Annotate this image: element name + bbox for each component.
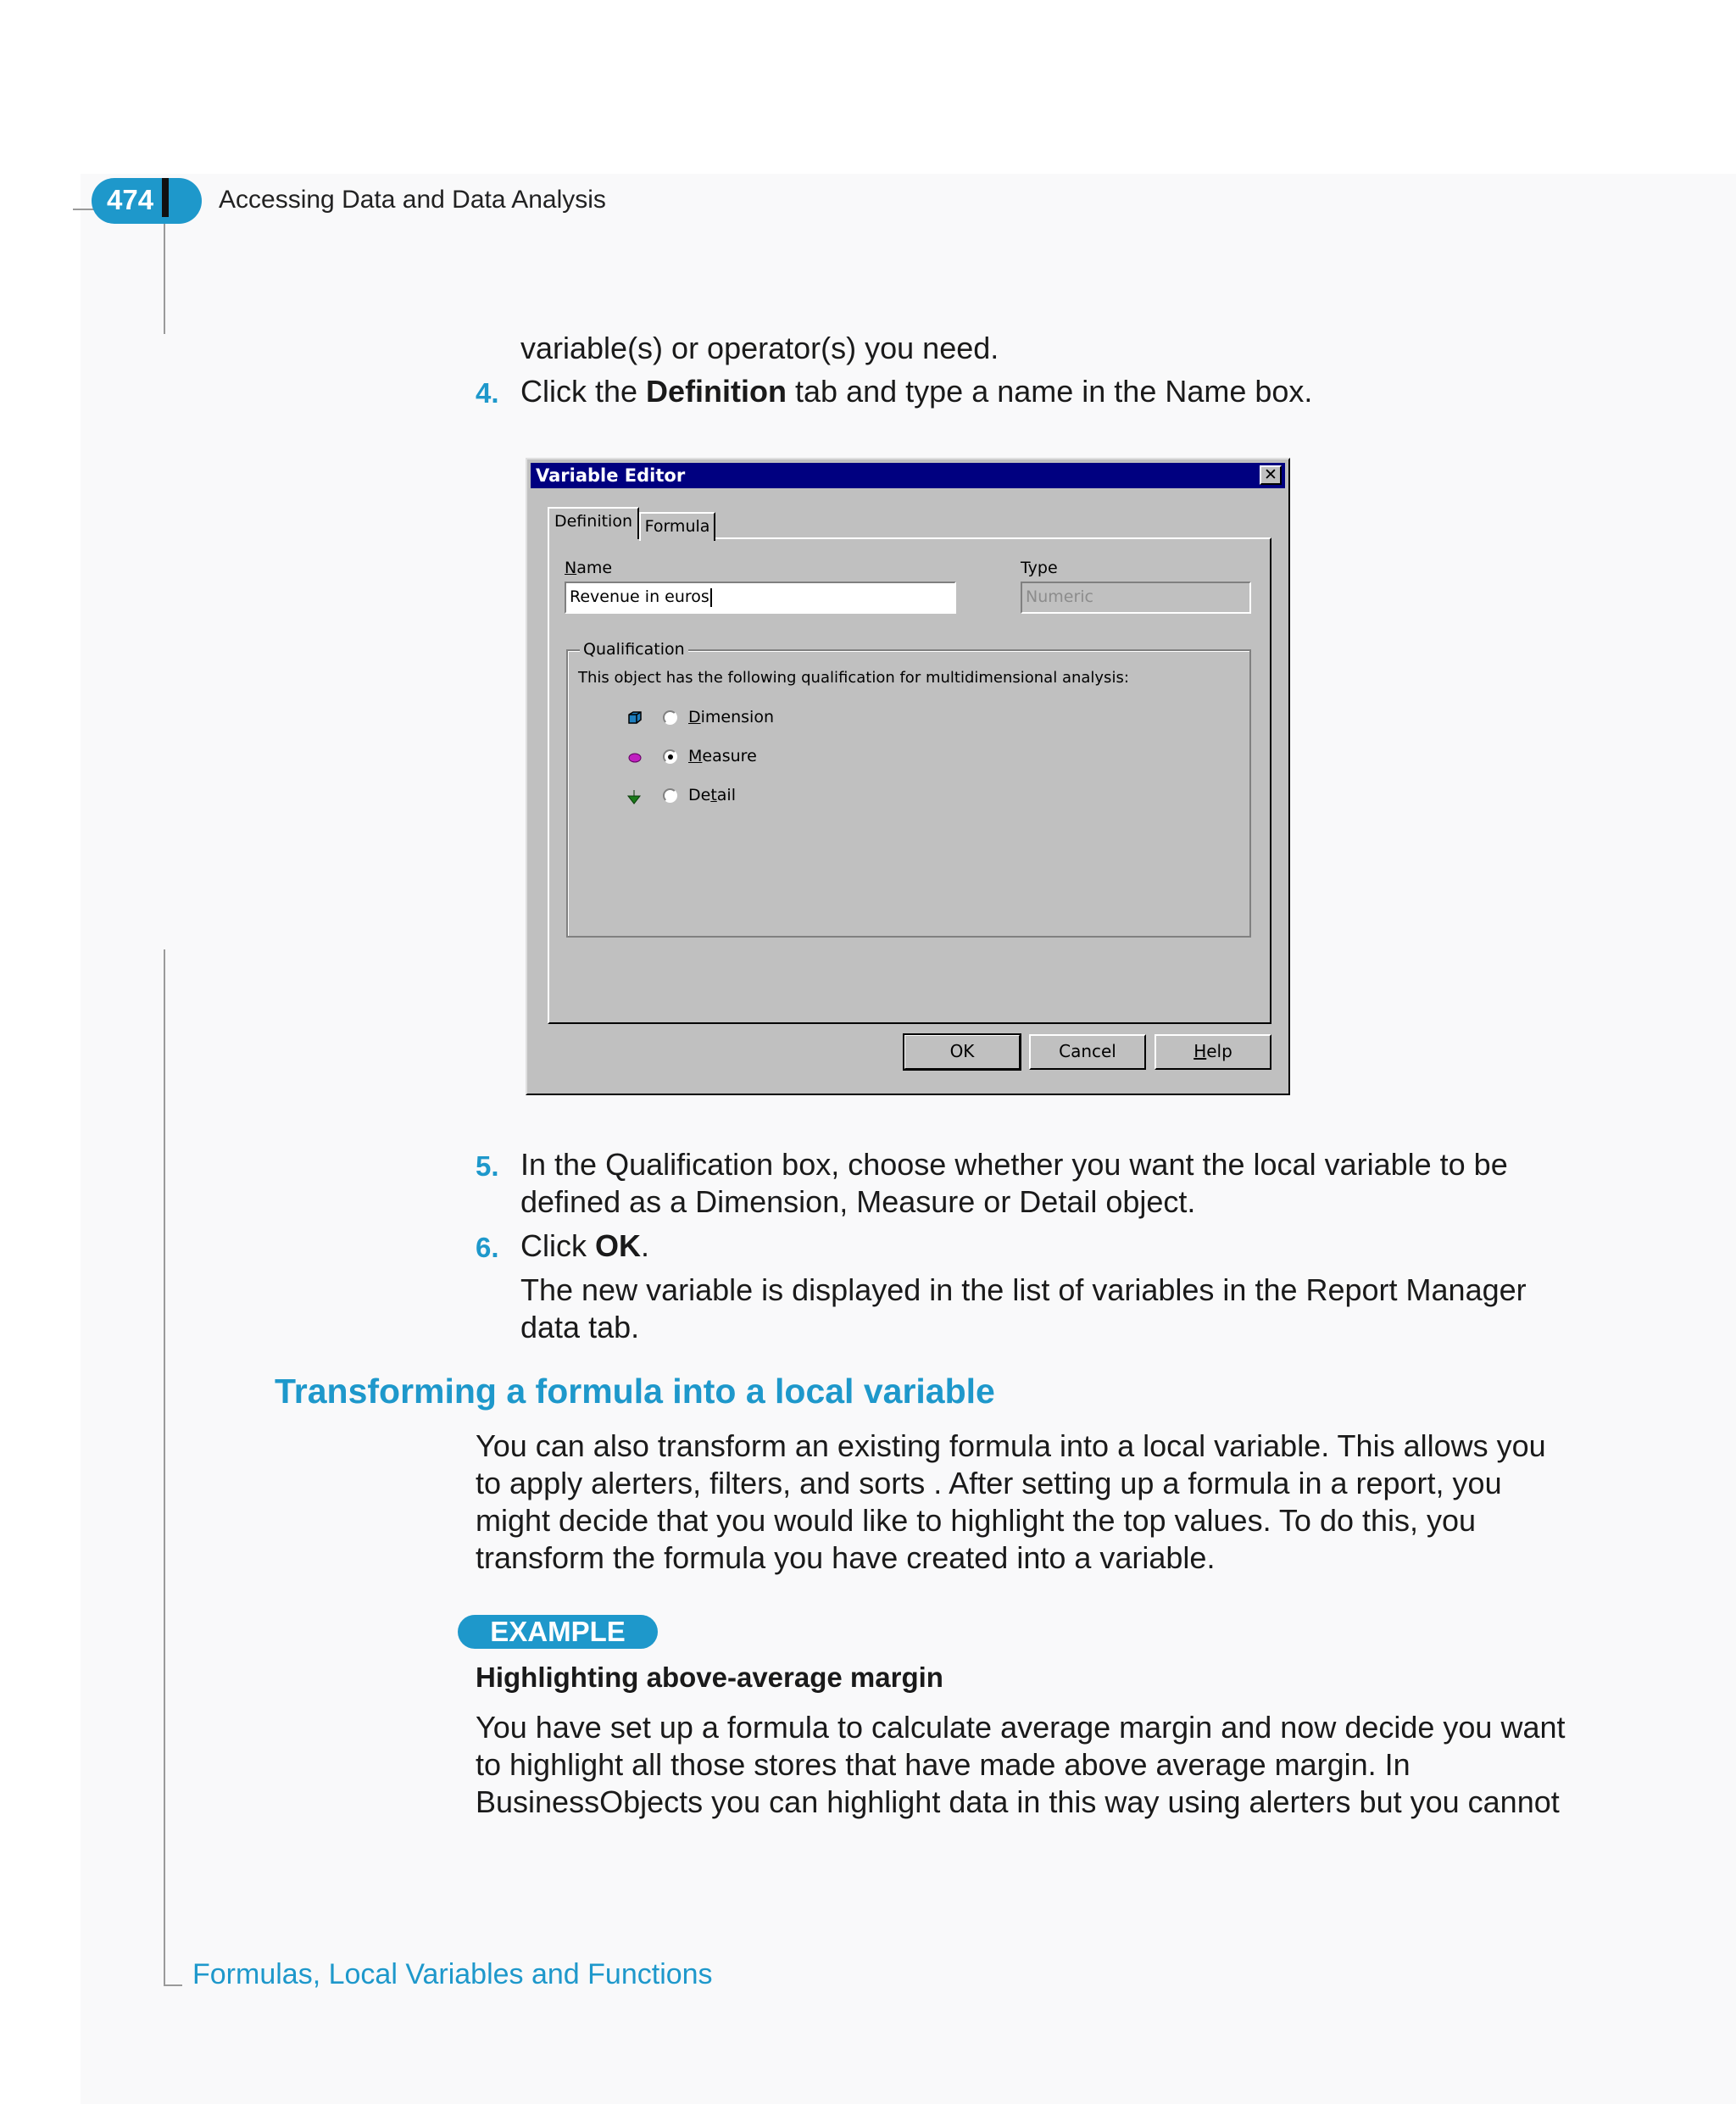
example-para-line: to highlight all those stores that have made above average margin. In: [476, 1747, 1410, 1782]
example-para-line: You have set up a formula to calculate average margin and now decide you want: [476, 1710, 1566, 1745]
ok-button[interactable]: OK: [904, 1034, 1021, 1070]
dimension-label[interactable]: Dimension: [688, 708, 775, 726]
type-label: Type: [1021, 559, 1058, 577]
dialog-titlebar: [531, 463, 1285, 488]
type-field: Numeric: [1021, 582, 1251, 614]
qualification-title: Qualification: [580, 639, 688, 660]
step-4-text: Click the Definition tab and type a name in the Name box.: [520, 374, 1313, 409]
measure-radio[interactable]: [663, 749, 677, 764]
step-6-text: Click OK.: [520, 1228, 650, 1263]
radio-selected-dot: [668, 754, 673, 760]
step-number: 6.: [476, 1232, 499, 1263]
variable-editor-dialog: [526, 458, 1290, 1095]
section-para-line: might decide that you would like to highlight the top values. To do this, you: [476, 1503, 1477, 1538]
measure-dot-icon: [627, 749, 643, 765]
example-badge: EXAMPLE: [458, 1615, 658, 1649]
result-line-1: The new variable is displayed in the list of variables in the Report Manager: [520, 1272, 1527, 1307]
section-para-line: You can also transform an existing formula into a local variable. This allows you: [476, 1428, 1546, 1463]
text-caret: [710, 588, 712, 607]
measure-label[interactable]: Measure: [688, 747, 757, 765]
close-icon: ✕: [1264, 465, 1277, 484]
section-heading: Transforming a formula into a local variable: [275, 1372, 995, 1411]
name-input[interactable]: Revenue in euros: [565, 582, 956, 614]
example-heading: Highlighting above-average margin: [476, 1661, 943, 1693]
cancel-button[interactable]: Cancel: [1029, 1034, 1146, 1070]
step-5-line-2: defined as a Dimension, Measure or Detail object.: [520, 1184, 1196, 1219]
qualification-description: This object has the following qualification for multidimensional analysis:: [578, 669, 1129, 687]
detail-label[interactable]: Detail: [688, 786, 736, 804]
example-para-line: BusinessObjects you can highlight data in this way using alerters but you cannot: [476, 1784, 1560, 1819]
tab-definition[interactable]: Definition: [548, 507, 639, 539]
margin-rule-upper: [164, 209, 165, 334]
running-header: Accessing Data and Data Analysis: [219, 186, 606, 214]
page-number: 474: [107, 184, 154, 215]
name-label: Name: [565, 559, 613, 577]
detail-radio[interactable]: [663, 788, 677, 803]
detail-arrow-icon: [626, 788, 643, 805]
section-para-line: to apply alerters, filters, and sorts . After setting up a formula in a report, you: [476, 1466, 1502, 1500]
tab-formula[interactable]: Formula: [639, 512, 715, 541]
cube-icon: [627, 710, 643, 726]
page-number-bar: [162, 178, 169, 217]
step-number: 5.: [476, 1150, 499, 1182]
margin-rule-lower: [164, 949, 165, 1985]
close-button[interactable]: [1260, 465, 1282, 485]
running-footer: Formulas, Local Variables and Functions: [192, 1958, 713, 1990]
step-number: 4.: [476, 377, 499, 409]
help-button[interactable]: Help: [1155, 1034, 1271, 1070]
result-line-2: data tab.: [520, 1310, 640, 1344]
dialog-title: Variable Editor: [536, 465, 686, 486]
footer-rule: [164, 1984, 182, 1986]
dimension-radio[interactable]: [663, 710, 677, 725]
intro-continuation: variable(s) or operator(s) you need.: [520, 331, 999, 365]
step-5-line-1: In the Qualification box, choose whether you want the local variable to be: [520, 1147, 1508, 1182]
section-para-line: transform the formula you have created into a variable.: [476, 1540, 1216, 1575]
